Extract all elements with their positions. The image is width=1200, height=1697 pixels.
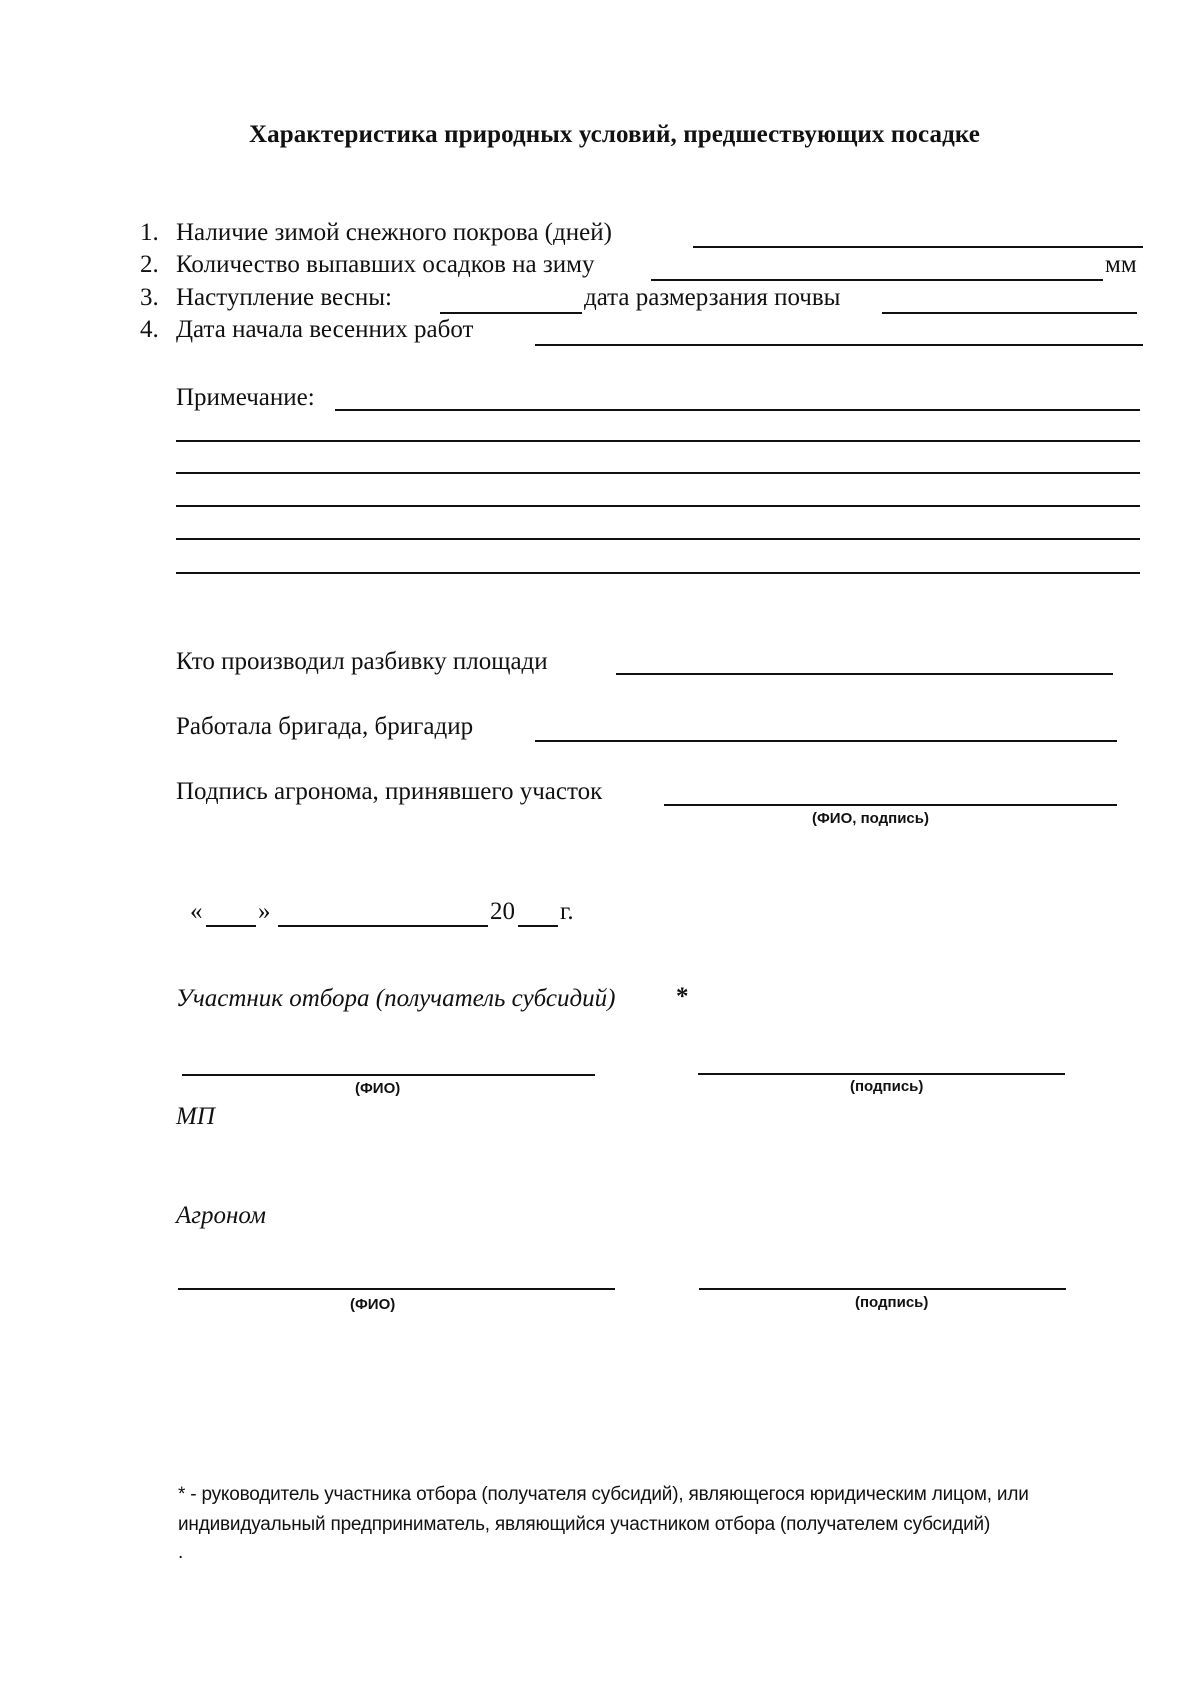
agronomist-fio-hint: (ФИО): [350, 1296, 396, 1313]
date-year-prefix: 20: [490, 898, 515, 925]
note-line-2[interactable]: [176, 440, 1140, 442]
item-2-field[interactable]: [651, 279, 1103, 281]
item-2-label: Количество выпавших осадков на зиму: [176, 251, 595, 278]
date-month-field[interactable]: [278, 925, 488, 927]
agronomist-sign-line[interactable]: [699, 1288, 1066, 1290]
layout-by-field[interactable]: [616, 673, 1113, 675]
agronomist-fio-field[interactable]: [178, 1288, 615, 1290]
spring-date-field[interactable]: [440, 312, 582, 314]
agronomist-sign-field[interactable]: [664, 804, 1117, 806]
date-year-field[interactable]: [518, 925, 558, 927]
agronomist-label: Агроном: [176, 1202, 266, 1229]
note-line-3[interactable]: [176, 472, 1140, 474]
item-3-number: 3.: [140, 284, 159, 311]
date-open-quote: «: [190, 898, 203, 925]
agronomist-sign-line-hint: (подпись): [855, 1294, 929, 1311]
item-1-number: 1.: [140, 219, 159, 246]
note-line-6[interactable]: [176, 572, 1140, 574]
participant-fio-field[interactable]: [182, 1074, 595, 1076]
item-4-number: 4.: [140, 316, 159, 343]
participant-sign-field[interactable]: [698, 1073, 1065, 1075]
date-day-field[interactable]: [206, 925, 256, 927]
note-label: Примечание:: [176, 384, 315, 411]
stamp-label: МП: [176, 1103, 215, 1130]
brigade-label: Работала бригада, бригадир: [176, 713, 474, 740]
note-line-4[interactable]: [176, 505, 1140, 507]
layout-by-label: Кто производил разбивку площади: [176, 648, 548, 675]
date-close-quote: »: [258, 898, 271, 925]
item-4-field[interactable]: [535, 344, 1143, 346]
item-3-label: Наступление весны:: [176, 284, 392, 311]
brigade-field[interactable]: [535, 740, 1117, 742]
participant-fio-hint: (ФИО): [355, 1080, 401, 1097]
participant-label: Участник отбора (получатель субсидий): [176, 985, 616, 1012]
item-1-field[interactable]: [693, 246, 1143, 248]
footnote-dot: .: [178, 1542, 184, 1563]
participant-sign-hint: (подпись): [850, 1078, 924, 1095]
agronomist-sign-label: Подпись агронома, принявшего участок: [176, 778, 603, 805]
page-title: Характеристика природных условий, предшествующих посадке: [249, 121, 980, 148]
note-line-5[interactable]: [176, 538, 1140, 540]
item-2-number: 2.: [140, 251, 159, 278]
participant-asterisk: *: [676, 983, 689, 1010]
item-1-label: Наличие зимой снежного покрова (дней): [176, 219, 612, 246]
note-line-1[interactable]: [335, 409, 1140, 411]
date-year-suffix: г.: [560, 898, 574, 925]
item-2-unit: мм: [1105, 251, 1137, 278]
soil-thaw-date-field[interactable]: [882, 312, 1137, 314]
agronomist-sign-hint: (ФИО, подпись): [812, 810, 929, 827]
item-3-label2: дата размерзания почвы: [584, 284, 841, 311]
footnote-line-1: * - руководитель участника отбора (получателя субсидий), являющегося юридическим лицом, или: [178, 1484, 1029, 1505]
item-4-label: Дата начала весенних работ: [176, 316, 474, 343]
footnote-line-2: индивидуальный предприниматель, являющийся участником отбора (получателем субсидий): [178, 1514, 991, 1535]
